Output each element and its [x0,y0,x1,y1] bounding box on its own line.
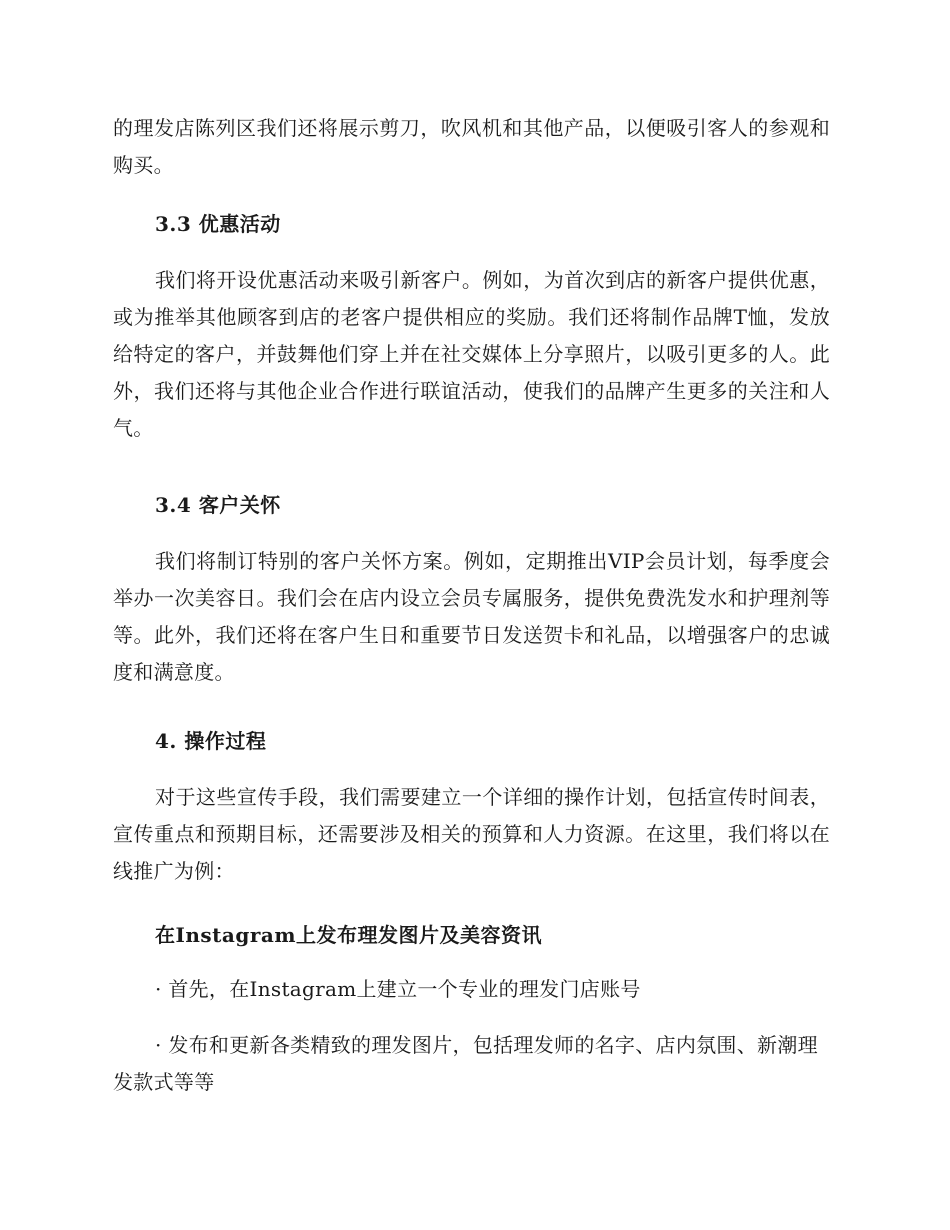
paragraph-4: 对于这些宣传手段，我们需要建立一个详细的操作计划，包括宣传时间表，宣传重点和预期目标，还需要涉及相关的预算和人力资源。在这里，我们将以在线推广为例： [113,785,830,883]
paragraph-3-3: 我们将开设优惠活动来吸引新客户。例如，为首次到店的新客户提供优惠，或为推举其他顾客到店的老客户提供相应的奖励。我们还将制作品牌T恤，发放给特定的客户，并鼓舞他们穿上并在社交媒体上分享照片，以吸引更多的人。此外，我们还将与其他企业合作进行联谊活动，使我们的品牌产生更多的关注和人气。 [113,268,830,440]
heading-4: 4. 操作过程 [155,729,267,753]
heading-instagram: 在Instagram上发布理发图片及美容资讯 [155,923,542,947]
list-item-1: · 首先，在Instagram上建立一个专业的理发门店账号 [155,977,641,1001]
list-item-2: · 发布和更新各类精致的理发图片，包括理发师的名字、店内氛围、新潮理发款式等等 [113,1033,818,1094]
paragraph-3-4: 我们将制订特别的客户关怀方案。例如，定期推出VIP会员计划，每季度会举办一次美容日。我们会在店内设立会员专属服务，提供免费洗发水和护理剂等等。此外，我们还将在客户生日和重要节日发送贺卡和礼品，以增强客户的忠诚度和满意度。 [113,549,830,684]
paragraph-intro: 的理发店陈列区我们还将展示剪刀，吹风机和其他产品，以便吸引客人的参观和购买。 [113,116,830,177]
heading-3-4: 3.4 客户关怀 [155,493,281,517]
heading-3-3: 3.3 优惠活动 [155,212,281,236]
